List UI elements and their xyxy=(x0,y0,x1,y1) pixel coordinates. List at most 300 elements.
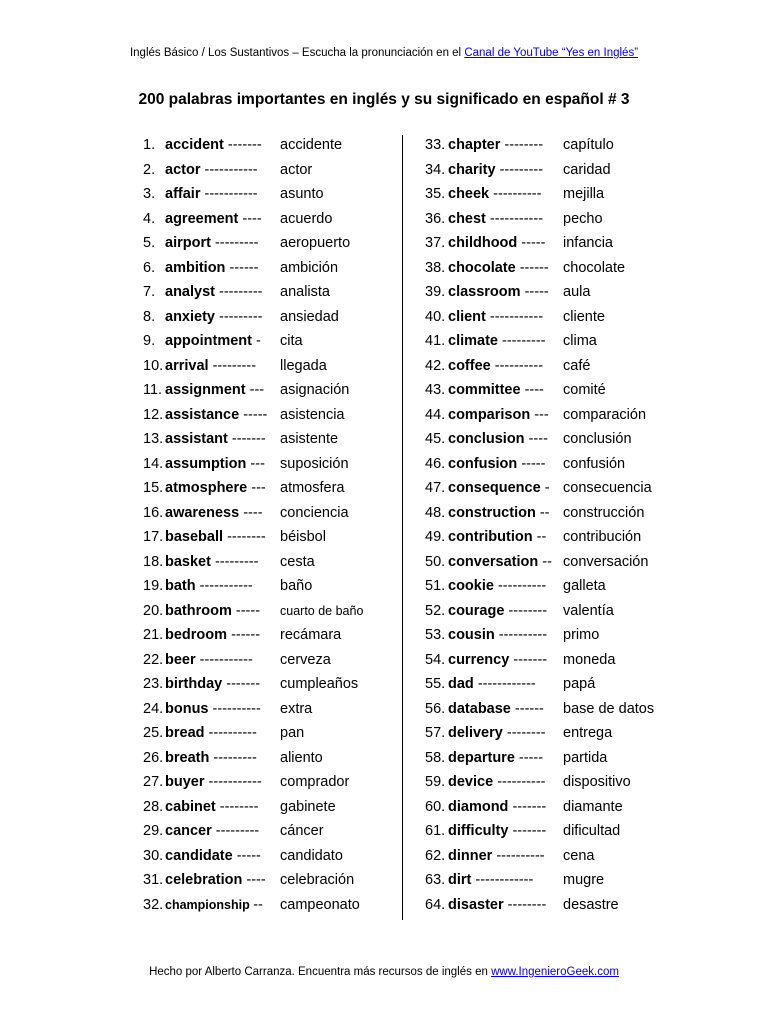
vocabulary-item xyxy=(143,476,398,501)
item-number: 22. xyxy=(143,651,164,668)
spanish-translation: conversación xyxy=(563,553,649,570)
spanish-translation: valentía xyxy=(563,602,614,619)
separator-dashes: ----- xyxy=(235,602,261,619)
separator-dashes: --- xyxy=(250,455,265,472)
spanish-translation: caridad xyxy=(563,161,611,178)
vocabulary-item xyxy=(143,550,398,575)
english-word-text: delivery xyxy=(448,725,503,741)
english-word xyxy=(448,501,550,526)
separator-dashes: --- xyxy=(251,480,266,496)
item-number: 32. xyxy=(143,896,164,913)
spanish-translation: mugre xyxy=(563,872,605,888)
separator-dashes: ------ xyxy=(229,259,259,276)
english-word xyxy=(165,697,261,722)
english-word-text: buyer xyxy=(165,774,205,790)
item-number: 10. xyxy=(143,357,164,374)
separator-dashes: --------- xyxy=(219,284,263,300)
item-number: 48. xyxy=(425,504,446,521)
english-word-text: chapter xyxy=(448,137,501,153)
english-word-text: cousin xyxy=(448,627,495,643)
english-word-text: airport xyxy=(165,235,211,251)
english-word xyxy=(448,893,546,918)
vocabulary-item xyxy=(425,697,670,722)
footer-text: Hecho por Alberto Carranza. Encuentra más recursos de inglés en xyxy=(149,966,488,978)
spanish-translation: ansiedad xyxy=(280,308,339,325)
english-word xyxy=(165,795,258,820)
spanish-translation: celebración xyxy=(280,872,355,888)
english-word-text: agreement xyxy=(165,210,239,227)
english-word xyxy=(165,378,264,403)
spanish-translation: infancia xyxy=(563,235,613,251)
english-word-text: cookie xyxy=(448,578,494,594)
english-word-text: device xyxy=(448,774,494,790)
item-number: 31. xyxy=(143,872,164,888)
spanish-translation: atmosfera xyxy=(280,480,345,496)
english-word-text: accident xyxy=(165,137,224,153)
item-number: 64. xyxy=(425,896,446,913)
separator-dashes: ---------- xyxy=(497,774,546,790)
english-word-text: bread xyxy=(165,725,205,741)
vocabulary-item xyxy=(425,452,670,477)
spanish-translation: asistente xyxy=(280,431,339,447)
vocabulary-item xyxy=(143,525,398,550)
english-word xyxy=(448,844,545,869)
english-word-text: currency xyxy=(448,651,510,668)
vocabulary-item xyxy=(425,599,670,624)
english-word xyxy=(165,623,260,648)
separator-dashes: --------- xyxy=(214,235,259,251)
spanish-translation: chocolate xyxy=(563,259,626,276)
vocabulary-item xyxy=(143,378,398,403)
separator-dashes: ------ xyxy=(519,259,549,276)
vocabulary-item xyxy=(425,746,670,771)
item-number: 58. xyxy=(425,749,446,766)
item-number: 41. xyxy=(425,333,446,349)
english-word xyxy=(448,207,543,232)
vocabulary-item xyxy=(143,427,398,452)
english-word-text: assistance xyxy=(165,406,240,423)
vocabulary-list-right xyxy=(425,133,670,917)
page-header xyxy=(0,45,768,61)
english-word-text: atmosphere xyxy=(165,480,248,496)
vocabulary-item xyxy=(143,697,398,722)
english-word xyxy=(448,770,545,795)
english-word-text: conclusion xyxy=(448,431,525,447)
english-word xyxy=(165,305,262,330)
spanish-translation: cita xyxy=(280,333,303,349)
vocabulary-item xyxy=(425,525,670,550)
separator-dashes: --------- xyxy=(499,161,544,178)
item-number: 47. xyxy=(425,480,446,496)
vocabulary-item xyxy=(425,427,670,452)
vocabulary-item xyxy=(143,305,398,330)
english-word-text: basket xyxy=(165,553,211,570)
english-word xyxy=(165,476,266,501)
english-word xyxy=(448,697,544,722)
separator-dashes: --- xyxy=(534,406,549,423)
item-number: 61. xyxy=(425,823,446,839)
separator-dashes: ----------- xyxy=(489,308,544,325)
separator-dashes: ---------- xyxy=(493,186,542,202)
vocabulary-item xyxy=(143,501,398,526)
page-footer xyxy=(0,964,768,980)
vocabulary-item xyxy=(143,844,398,869)
spanish-translation: pan xyxy=(280,725,305,741)
english-word-text: difficulty xyxy=(448,823,509,839)
english-word xyxy=(448,280,549,305)
spanish-translation: analista xyxy=(280,284,330,300)
spanish-translation: extra xyxy=(280,700,313,717)
english-word-text: comparison xyxy=(448,406,531,423)
english-word xyxy=(165,599,260,624)
spanish-translation: partida xyxy=(563,749,608,766)
page-title: 200 palabras importantes en inglés y su significado en español # 3 xyxy=(138,91,630,108)
english-word xyxy=(448,378,544,403)
separator-dashes: ------------ xyxy=(475,872,534,888)
english-word-text: classroom xyxy=(448,284,521,300)
item-number: 27. xyxy=(143,774,164,790)
english-word-text: baseball xyxy=(165,529,224,545)
separator-dashes: ------ xyxy=(514,700,544,717)
vocabulary-item xyxy=(143,452,398,477)
english-word xyxy=(448,182,541,207)
vocabulary-item xyxy=(143,354,398,379)
english-word-text: assignment xyxy=(165,382,246,398)
english-word-text: assistant xyxy=(165,431,228,447)
english-word-text: awareness xyxy=(165,504,240,521)
item-number: 35. xyxy=(425,186,446,202)
spanish-translation: aeropuerto xyxy=(280,235,351,251)
separator-dashes: -- xyxy=(539,504,550,521)
vocabulary-item xyxy=(425,133,670,158)
separator-dashes: -- xyxy=(536,529,547,545)
vocabulary-item xyxy=(425,819,670,844)
separator-dashes: ---- xyxy=(242,210,262,227)
item-number: 51. xyxy=(425,578,446,594)
spanish-translation: conclusión xyxy=(563,431,632,447)
english-word-text: breath xyxy=(165,749,210,766)
english-word xyxy=(448,452,545,477)
vocabulary-item xyxy=(425,550,670,575)
spanish-translation: cena xyxy=(563,847,595,864)
english-word-text: anxiety xyxy=(165,308,215,325)
item-number: 17. xyxy=(143,529,164,545)
item-number: 33. xyxy=(425,137,446,153)
english-word xyxy=(448,403,549,428)
item-number: 15. xyxy=(143,480,164,496)
english-word-text: ambition xyxy=(165,259,226,276)
english-word xyxy=(448,672,536,697)
separator-dashes: --------- xyxy=(215,823,260,839)
separator-dashes: - xyxy=(544,480,550,496)
english-word-text: chest xyxy=(448,210,486,227)
separator-dashes: --------- xyxy=(219,308,263,325)
spanish-translation: asignación xyxy=(280,382,350,398)
item-number: 46. xyxy=(425,455,446,472)
separator-dashes: - xyxy=(256,333,261,349)
english-word-text: departure xyxy=(448,749,515,766)
item-number: 28. xyxy=(143,798,164,815)
separator-dashes: ---------- xyxy=(497,578,547,594)
item-number: 24. xyxy=(143,700,164,717)
vocabulary-item xyxy=(143,623,398,648)
english-word-text: celebration xyxy=(165,872,243,888)
spanish-translation: galleta xyxy=(563,578,606,594)
vocabulary-item xyxy=(425,770,670,795)
spanish-translation: mejilla xyxy=(563,186,605,202)
english-word-text: assumption xyxy=(165,455,247,472)
separator-dashes: ----------- xyxy=(489,210,544,227)
separator-dashes: ---- xyxy=(524,382,544,398)
spanish-translation: comité xyxy=(563,382,606,398)
english-word-text: childhood xyxy=(448,235,518,251)
item-number: 40. xyxy=(425,308,446,325)
vocabulary-item xyxy=(425,623,670,648)
vocabulary-item xyxy=(425,182,670,207)
english-word-text: championship xyxy=(165,897,250,912)
spanish-translation: aula xyxy=(563,284,591,300)
separator-dashes: -------- xyxy=(227,529,266,545)
separator-dashes: ---- xyxy=(528,431,548,447)
vocabulary-item xyxy=(425,305,670,330)
separator-dashes: -- xyxy=(542,553,552,570)
english-word xyxy=(448,648,547,673)
vocabulary-item xyxy=(143,329,398,354)
youtube-channel-link[interactable]: Canal de YouTube “Yes en Inglés” xyxy=(464,47,639,59)
vocabulary-item xyxy=(143,770,398,795)
english-word xyxy=(448,231,545,256)
item-number: 19. xyxy=(143,578,164,594)
item-number: 7. xyxy=(143,284,156,300)
item-number: 45. xyxy=(425,431,446,447)
separator-dashes: ------- xyxy=(512,798,547,815)
english-word xyxy=(448,329,545,354)
english-word xyxy=(448,868,533,893)
english-word xyxy=(165,893,263,918)
item-number: 43. xyxy=(425,382,446,398)
item-number: 62. xyxy=(425,847,446,864)
english-word xyxy=(165,403,267,428)
spanish-translation: comprador xyxy=(280,774,350,790)
english-word xyxy=(165,182,258,207)
vocabulary-item xyxy=(143,207,398,232)
spanish-translation: baño xyxy=(280,578,313,594)
item-number: 37. xyxy=(425,235,446,251)
item-number: 16. xyxy=(143,504,164,521)
vocabulary-item xyxy=(143,182,398,207)
separator-dashes: ---------- xyxy=(212,700,261,717)
vocabulary-list-left xyxy=(143,133,398,917)
vocabulary-item xyxy=(425,329,670,354)
english-word xyxy=(165,452,265,477)
item-number: 3. xyxy=(143,186,156,202)
english-word xyxy=(165,574,253,599)
spanish-translation: desastre xyxy=(563,896,619,913)
item-number: 56. xyxy=(425,700,446,717)
spanish-translation: conciencia xyxy=(280,504,349,521)
english-word xyxy=(448,427,548,452)
item-number: 23. xyxy=(143,676,164,692)
spanish-translation: dispositivo xyxy=(563,774,631,790)
separator-dashes: ------------ xyxy=(477,676,536,692)
english-word xyxy=(448,476,550,501)
item-number: 52. xyxy=(425,602,446,619)
spanish-translation: cumpleaños xyxy=(280,676,359,692)
vocabulary-item xyxy=(425,795,670,820)
vocabulary-item xyxy=(425,231,670,256)
column-divider xyxy=(402,135,403,920)
english-word-text: dinner xyxy=(448,847,493,864)
item-number: 12. xyxy=(143,406,164,423)
separator-dashes: ---------- xyxy=(498,627,548,643)
vocabulary-item xyxy=(143,280,398,305)
separator-dashes: -- xyxy=(253,896,263,913)
english-word xyxy=(165,721,257,746)
spanish-translation: papá xyxy=(563,676,596,692)
spanish-translation: cáncer xyxy=(280,823,324,839)
item-number: 36. xyxy=(425,210,446,227)
separator-dashes: -------- xyxy=(219,798,259,815)
spanish-translation: béisbol xyxy=(280,529,326,545)
item-number: 55. xyxy=(425,676,446,692)
vocabulary-item xyxy=(143,574,398,599)
spanish-translation: clima xyxy=(563,333,597,349)
item-number: 11. xyxy=(143,382,163,398)
website-link[interactable]: www.IngenieroGeek.com xyxy=(491,966,619,978)
separator-dashes: ------- xyxy=(231,431,266,447)
separator-dashes: ----- xyxy=(243,406,268,423)
vocabulary-item xyxy=(143,795,398,820)
english-word-text: dirt xyxy=(448,872,472,888)
vocabulary-item xyxy=(143,403,398,428)
item-number: 14. xyxy=(143,455,164,472)
english-word xyxy=(448,550,552,575)
vocabulary-item xyxy=(143,158,398,183)
spanish-translation: asistencia xyxy=(280,406,345,423)
english-word-text: diamond xyxy=(448,798,509,815)
spanish-translation: llegada xyxy=(280,357,327,374)
spanish-translation: moneda xyxy=(563,651,616,668)
separator-dashes: ----- xyxy=(524,284,549,300)
vocabulary-item xyxy=(425,574,670,599)
vocabulary-item xyxy=(425,256,670,281)
spanish-translation: ambición xyxy=(280,259,339,276)
item-number: 1. xyxy=(143,137,156,153)
separator-dashes: ----- xyxy=(521,455,546,472)
item-number: 5. xyxy=(143,235,156,251)
english-word xyxy=(448,721,546,746)
english-word-text: birthday xyxy=(165,676,223,692)
english-word-text: analyst xyxy=(165,284,215,300)
item-number: 29. xyxy=(143,823,164,839)
vocabulary-item xyxy=(143,133,398,158)
vocabulary-item xyxy=(425,403,670,428)
spanish-translation: accidente xyxy=(280,137,343,153)
english-word-text: conversation xyxy=(448,553,539,570)
spanish-translation: diamante xyxy=(563,798,623,815)
spanish-translation: contribución xyxy=(563,529,642,545)
separator-dashes: ------- xyxy=(226,676,261,692)
english-word-text: arrival xyxy=(165,357,209,374)
separator-dashes: --------- xyxy=(502,333,546,349)
spanish-translation: actor xyxy=(280,161,313,178)
english-word-text: committee xyxy=(448,382,521,398)
english-word-text: bedroom xyxy=(165,627,228,643)
vocabulary-item xyxy=(425,893,670,918)
item-number: 8. xyxy=(143,308,156,325)
english-word xyxy=(448,623,547,648)
english-word xyxy=(448,525,546,550)
separator-dashes: ----------- xyxy=(204,161,258,178)
spanish-translation: suposición xyxy=(280,455,349,472)
spanish-translation: cliente xyxy=(563,308,605,325)
separator-dashes: --- xyxy=(249,382,265,398)
vocabulary-item xyxy=(425,476,670,501)
spanish-translation: capítulo xyxy=(563,137,614,153)
english-word xyxy=(448,599,547,624)
english-word-text: bath xyxy=(165,578,196,594)
separator-dashes: ---- xyxy=(243,504,263,521)
english-word xyxy=(165,231,258,256)
item-number: 42. xyxy=(425,357,446,374)
item-number: 9. xyxy=(143,333,156,349)
english-word-text: contribution xyxy=(448,529,533,545)
vocabulary-item xyxy=(143,648,398,673)
english-word xyxy=(165,550,258,575)
vocabulary-item xyxy=(143,599,398,624)
english-word xyxy=(165,525,266,550)
english-word xyxy=(165,354,256,379)
item-number: 63. xyxy=(425,872,446,888)
spanish-translation: campeonato xyxy=(280,896,360,913)
english-word-text: construction xyxy=(448,504,536,521)
vocabulary-item xyxy=(143,893,398,918)
separator-dashes: ---------- xyxy=(208,725,257,741)
english-word-text: charity xyxy=(448,161,496,178)
spanish-translation: candidato xyxy=(280,847,343,864)
english-word-text: cabinet xyxy=(165,798,216,815)
english-word xyxy=(448,574,546,599)
separator-dashes: -------- xyxy=(504,137,544,153)
separator-dashes: ---------- xyxy=(494,357,544,374)
english-word-text: confusion xyxy=(448,455,518,472)
item-number: 49. xyxy=(425,529,446,545)
separator-dashes: --------- xyxy=(212,357,257,374)
spanish-translation: consecuencia xyxy=(563,480,652,496)
item-number: 34. xyxy=(425,161,446,178)
english-word xyxy=(165,770,262,795)
item-number: 59. xyxy=(425,774,446,790)
english-word-text: bathroom xyxy=(165,602,232,619)
item-number: 38. xyxy=(425,259,446,276)
separator-dashes: ----------- xyxy=(204,186,258,202)
separator-dashes: -------- xyxy=(507,896,547,913)
separator-dashes: --------- xyxy=(214,553,259,570)
spanish-translation: confusión xyxy=(563,455,626,472)
spanish-translation: aliento xyxy=(280,749,323,766)
spanish-translation: cerveza xyxy=(280,651,331,668)
header-text: Inglés Básico / Los Sustantivos – Escucha la pronunciación en el xyxy=(129,47,462,59)
vocabulary-item xyxy=(143,868,398,893)
english-word xyxy=(165,648,253,673)
english-word xyxy=(165,427,266,452)
english-word xyxy=(165,844,261,869)
item-number: 60. xyxy=(425,798,446,815)
item-number: 20. xyxy=(143,602,164,619)
english-word-text: courage xyxy=(448,602,505,619)
item-number: 2. xyxy=(143,161,156,178)
english-word-text: cheek xyxy=(448,186,490,202)
